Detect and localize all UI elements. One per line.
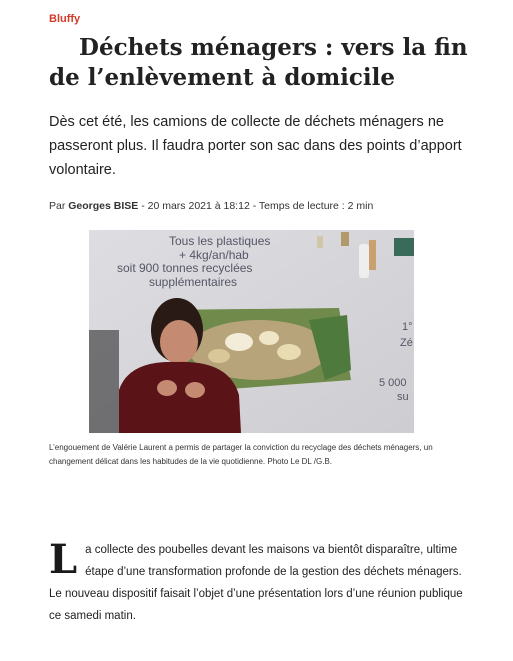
slide-right-4: su <box>397 391 409 403</box>
byline <box>49 200 489 212</box>
article-photo <box>89 230 414 433</box>
article-title: Déchets ménagers : vers la fin de l’enlèvement à domicile <box>49 34 468 91</box>
section-kicker[interactable]: Bluffy <box>49 13 81 25</box>
article-body <box>49 536 469 627</box>
slide-right-1: 1° <box>402 321 413 333</box>
byline-details: - 20 mars 2021 à 18:12 - Temps de lecture : 2 min <box>138 200 374 212</box>
author-name[interactable]: Georges BISE <box>68 200 139 212</box>
slide-right-2: Zé <box>400 337 413 349</box>
byline-prefix: Par <box>49 200 69 212</box>
slide-line-4: supplémentaires <box>149 275 238 289</box>
article-lead: Dès cet été, les camions de collecte de déchets ménagers ne passeront plus. Il faudra porter son sac dans des points d’apport volontaire. <box>49 114 462 178</box>
photo-caption: L’engouement de Valérie Laurent a permis de partager la conviction du recyclage des déchets ménagers, un changement délicat dans les habitudes de la vie quotidienne. Photo Le DL /G.B. <box>49 443 433 466</box>
slide-line-3: soit 900 tonnes recyclées <box>117 261 253 275</box>
slide-line-1: Tous les plastiques <box>169 234 271 248</box>
drop-cap: L <box>49 536 78 583</box>
slide-line-2: + 4kg/an/hab <box>179 248 249 262</box>
body-paragraph: a collecte des poubelles devant les maisons va bientôt disparaître, ultime étape d’une transformation profonde de la gestion des déchets ménagers. Le nouveau dispositif faisait l’objet d’une présentation lors d’une réunion publique ce samedi matin. <box>49 544 463 622</box>
slide-right-3: 5 000 <box>379 377 407 389</box>
